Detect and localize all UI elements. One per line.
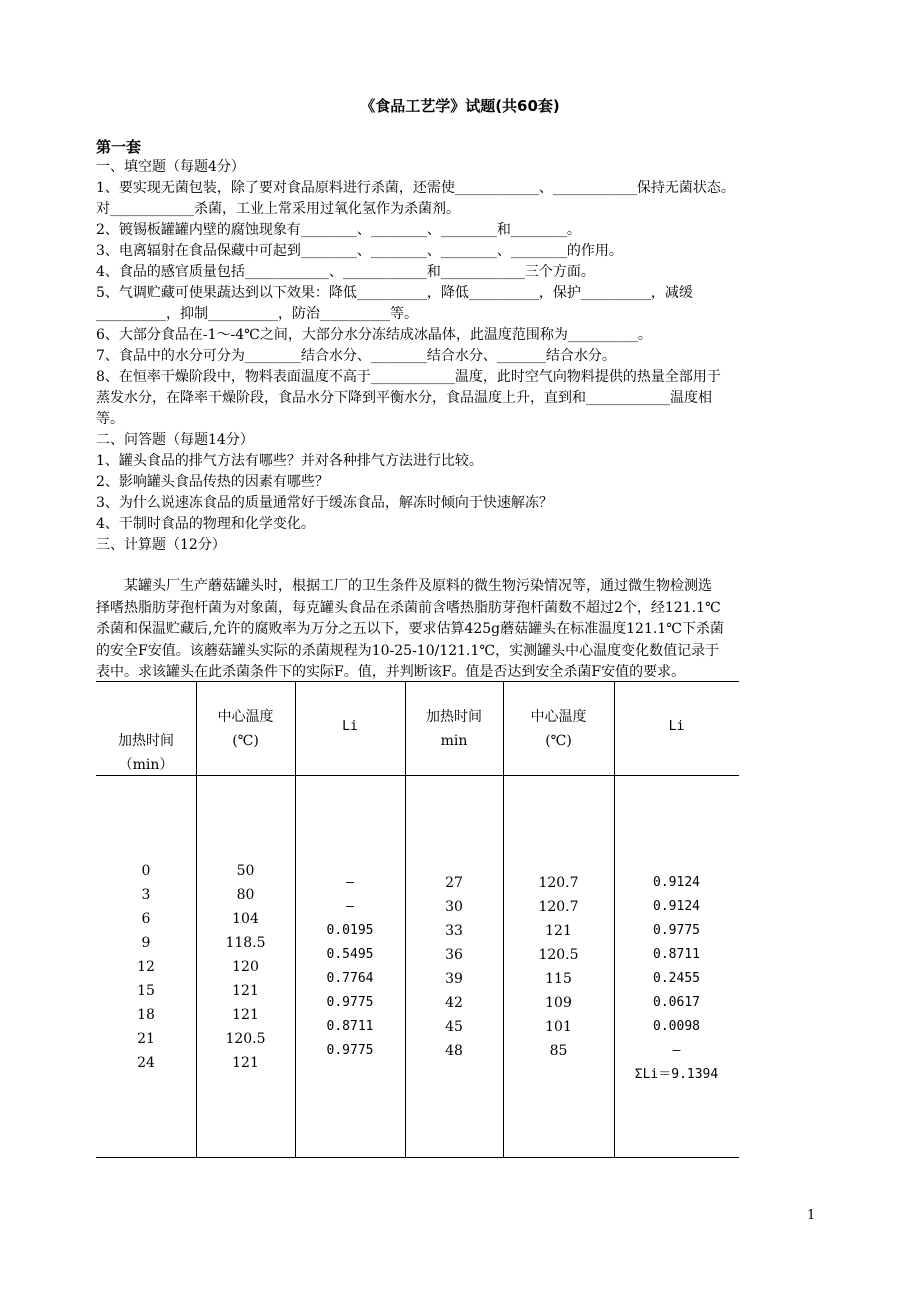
table-cell: 33 [445, 923, 463, 939]
table-cell: 121 [232, 1007, 259, 1023]
header-heating-time [96, 729, 196, 777]
table-cell: 109 [545, 995, 572, 1011]
table-cell: 104 [232, 911, 259, 927]
table-cell: 45 [445, 1019, 463, 1035]
table-cell: 101 [545, 1019, 572, 1035]
paragraph-line: 杀菌和保温贮藏后,允许的腐败率为万分之五以下，要求估算425g蘑菇罐头在标准温度121.1℃下杀菌 [96, 621, 724, 637]
column-li [295, 871, 405, 1063]
table-cell: 120.7 [538, 875, 579, 891]
header-center-temp [196, 705, 295, 753]
table-cell: 0.0195 [326, 923, 374, 938]
header-text: 中心温度 (℃) [217, 709, 274, 749]
header-text: 加热时间 min [426, 709, 482, 749]
table-cell: 121 [232, 983, 259, 999]
table-cell: 0.7764 [326, 971, 374, 986]
table-cell: 118.5 [225, 935, 266, 951]
table-cell: 0.8711 [326, 1019, 374, 1034]
question-line: 1、罐头食品的排气方法有哪些？并对各种排气方法进行比较。 [96, 453, 483, 469]
table-cell: 115 [545, 971, 572, 987]
table-cell: 3 [141, 887, 151, 903]
question-line: 4、食品的感官质量包括____________、____________和____________三个方面。 [96, 264, 595, 280]
table-cell: — [672, 1043, 681, 1058]
paragraph-line: 表中。求该罐头在此杀菌条件下的实际F。值，并判断该F。值是否达到安全杀菌F安值的要求。 [96, 664, 686, 680]
section-heading: 三、计算题（12分） [96, 537, 226, 553]
question-line: 等。 [96, 411, 124, 427]
header-text: 中心温度 (℃) [530, 709, 587, 749]
table-cell: 27 [445, 875, 463, 891]
table-cell: 9 [141, 935, 151, 951]
table-cell: 85 [549, 1043, 568, 1059]
table-cell: 21 [137, 1031, 155, 1047]
table-top-rule [96, 681, 739, 682]
table-cell: 39 [445, 971, 463, 987]
table-cell: 48 [445, 1043, 463, 1059]
table-cell: 42 [445, 995, 463, 1011]
table-cell: 0.2455 [653, 971, 700, 986]
column-center-temp-2 [503, 871, 614, 1063]
set-title: 第一套 [96, 138, 142, 156]
table-cell: 6 [141, 911, 151, 927]
question-list [96, 157, 826, 556]
page-number: 1 [807, 1208, 816, 1223]
table-cell: 0.0617 [653, 995, 700, 1010]
table-cell: 0.9775 [326, 995, 374, 1010]
header-text: 加热时间 （min） [118, 733, 174, 773]
question-line: 3、为什么说速冻食品的质量通常好于缓冻食品，解冻时倾向于快速解冻？ [96, 495, 553, 511]
table-cell: 0.9775 [326, 1043, 374, 1058]
temperature-table [96, 681, 739, 1158]
column-center-temp [196, 859, 295, 1075]
li-sum-cell: ΣLi＝9.1394 [634, 1067, 719, 1082]
header-center-temp-2 [503, 705, 614, 753]
question-line: 5、气调贮藏可使果蔬达到以下效果：降低__________，降低__________，保护__________，减缓 [96, 285, 693, 301]
table-cell: 121 [545, 923, 572, 939]
table-cell: 120.5 [225, 1031, 266, 1047]
table-cell: — [346, 899, 354, 914]
table-cell: 24 [137, 1055, 155, 1071]
header-li [295, 715, 405, 739]
table-cell: 0 [141, 863, 151, 879]
table-bottom-rule [96, 1157, 739, 1158]
question-line: 对____________杀菌，工业上常采用过氧化氢作为杀菌剂。 [96, 201, 460, 217]
table-cell: 0.5495 [326, 947, 374, 962]
table-cell: 36 [445, 947, 463, 963]
table-cell: 15 [137, 983, 155, 999]
table-cell: 50 [236, 863, 255, 879]
table-cell: 120 [232, 959, 259, 975]
question-line: 7、食品中的水分可分为________结合水分、________结合水分、_______结合水分。 [96, 348, 616, 364]
paragraph-line: 某罐头厂生产蘑菇罐头时，根据工厂的卫生条件及原料的微生物污染情况等，通过微生物检测选 [124, 578, 712, 594]
question-line: 8、在恒率干燥阶段中，物料表面温度不高于____________温度，此时空气向物料提供的热量全部用于 [96, 369, 721, 385]
question-line: 4、干制时食品的物理和化学变化。 [96, 516, 315, 532]
paragraph-line: 的安全F安值。该蘑菇罐头实际的杀菌规程为10-25-10/121.1℃，实测罐头中心温度变化数值记录于 [96, 642, 720, 659]
table-cell: 120.7 [538, 899, 579, 915]
header-text: Li [342, 719, 358, 734]
table-cell: 120.5 [538, 947, 579, 963]
calculation-paragraph [96, 576, 824, 684]
table-cell: 0.9124 [653, 899, 700, 914]
column-heating-time [96, 859, 196, 1075]
header-heating-time-2 [405, 705, 503, 753]
question-line: 2、影响罐头食品传热的因素有哪些？ [96, 474, 329, 490]
table-cell: 0.8711 [653, 947, 700, 962]
table-cell: 0.9775 [653, 923, 700, 938]
paragraph-line: 择嗜热脂肪芽孢杆菌为对象菌，每克罐头食品在杀菌前含嗜热脂肪芽孢杆菌数不超过2个，经121.1℃ [96, 599, 721, 616]
section-heading: 二、问答题（每题14分） [96, 432, 254, 448]
question-line: 3、电离辐射在食品保藏中可起到________、________、________、________的作用。 [96, 243, 623, 259]
header-text: Li [668, 719, 685, 734]
table-cell: 18 [137, 1007, 155, 1023]
table-cell: 0.0098 [653, 1019, 700, 1034]
question-line: 蒸发水分，在降率干燥阶段，食品水分下降到平衡水分，食品温度上升，直到和____________温度相 [96, 390, 712, 406]
column-li-2 [614, 871, 739, 1087]
column-heating-time-2 [405, 871, 503, 1063]
header-li-2 [614, 715, 739, 739]
question-line: 6、大部分食品在-1～-4℃之间，大部分水分冻结成冰晶体，此温度范围称为__________。 [96, 327, 652, 343]
table-cell: 30 [445, 899, 463, 915]
table-cell: 121 [232, 1055, 259, 1071]
document-title: 《食品工艺学》试题(共60套) [360, 97, 560, 115]
table-cell: 80 [236, 887, 255, 903]
question-line: __________，抑制__________，防治__________等。 [96, 306, 418, 322]
section-heading: 一、填空题（每题4分） [96, 159, 245, 175]
table-cell: — [346, 875, 354, 890]
question-line: 1、要实现无菌包装，除了要对食品原料进行杀菌，还需使____________、____________保持无菌状态。 [96, 180, 735, 196]
table-cell: 12 [137, 959, 155, 975]
question-line: 2、镀锡板罐罐内壁的腐蚀现象有________、________、________和________。 [96, 222, 581, 238]
table-cell: 0.9124 [653, 875, 700, 890]
